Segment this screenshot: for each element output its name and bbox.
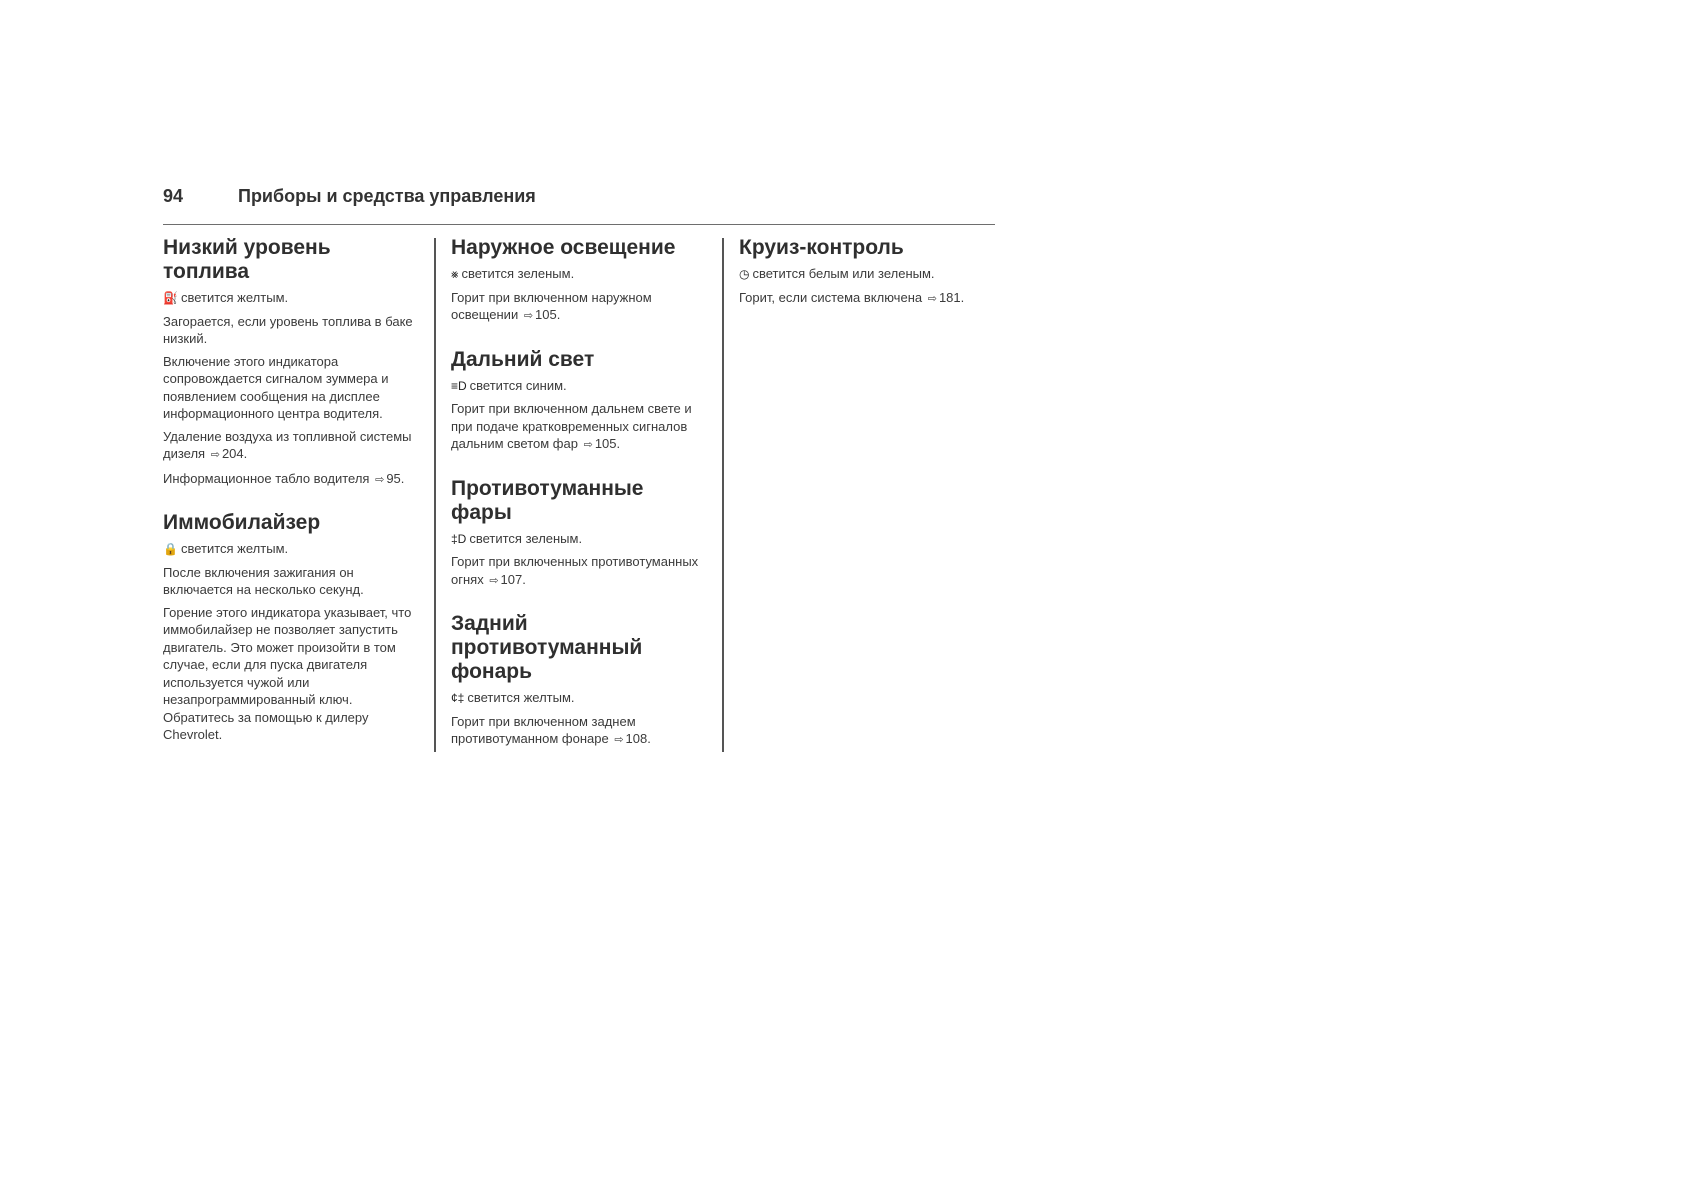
body-paragraph — [163, 604, 421, 744]
indicator-text: светится желтым. — [467, 690, 575, 705]
body-paragraph — [163, 564, 421, 599]
indicator-text: светится белым или зеленым. — [752, 266, 935, 281]
page-reference-link[interactable]: 181. — [938, 289, 965, 305]
paragraph-text: Информационное табло водителя — [163, 470, 370, 486]
indicator-line — [451, 530, 709, 549]
indicator-text: светится желтым. — [180, 290, 289, 305]
high-beam-icon: ≡D — [451, 378, 467, 393]
rear-fog-icon: ¢‡ — [451, 691, 465, 705]
section-fuel-pump — [163, 236, 421, 489]
body-paragraph — [163, 313, 421, 348]
section-heading: Противотуманные фары — [451, 476, 644, 524]
indicator-line — [739, 265, 997, 284]
paragraph-text: Горит при включенных противотуманных огнях — [451, 554, 699, 587]
indicator-text: светится зеленым. — [461, 266, 575, 281]
section-high-beam — [451, 348, 709, 455]
section-heading: Задний противотуманный фонарь — [451, 612, 643, 683]
section-heading: Круиз-контроль — [739, 236, 904, 259]
body-paragraph — [163, 470, 421, 490]
page-reference-link[interactable]: 105. — [594, 436, 621, 451]
paragraph-text: Включение этого индикатора сопровождается сигналом зуммера и появлением сообщения на дисплее информационного центра водителя. — [163, 353, 389, 421]
paragraph-text: Горение этого индикатора указывает, что иммобилайзер не позволяет запустить двигатель. Это может произойти в том случае, если для пуска двигателя используется чужой или незапрограммированный ключ. Обратитесь за помощью к дилеру Chevrolet. — [163, 604, 412, 742]
paragraph-text: Горит при включенном наружном освещении — [451, 289, 652, 322]
column-divider — [434, 238, 436, 752]
indicator-text: светится желтым. — [180, 541, 289, 556]
body-paragraph — [451, 400, 709, 455]
page-reference-link[interactable]: 108. — [625, 731, 651, 746]
section-rear-fog — [451, 612, 709, 750]
paragraph-text: Горит при включенном заднем противотуманном фонаре — [451, 713, 636, 746]
page-reference-arrow-icon: ⇨ — [523, 310, 534, 322]
section-heading: Низкий уровень топлива — [163, 236, 331, 283]
body-paragraph — [163, 353, 421, 423]
indicator-text: светится зеленым. — [469, 530, 583, 546]
column-3 — [739, 236, 997, 330]
front-fog-icon: ‡D — [451, 531, 467, 546]
page-reference-arrow-icon: ⇨ — [927, 292, 937, 305]
fuel-pump-icon: ⛽ — [163, 291, 178, 305]
page-header — [163, 182, 995, 225]
section-heading: Иммобилайзер — [163, 511, 321, 534]
column-divider — [722, 238, 724, 752]
indicator-line — [451, 689, 709, 708]
page-reference-link[interactable]: 105. — [535, 307, 561, 322]
indicator-line — [451, 265, 709, 284]
page-reference-arrow-icon: ⇨ — [614, 734, 624, 746]
paragraph-text: Горит при включенном дальнем свете и при подаче кратковременных сигналов дальним светом фар — [451, 401, 692, 451]
section-heading: Наружное освещение — [451, 236, 676, 259]
car-lock-icon: 🔒 — [163, 542, 178, 556]
indicator-line — [451, 377, 709, 396]
paragraph-text: Загорается, если уровень топлива в баке низкий. — [163, 313, 413, 346]
page-reference-link[interactable]: 107. — [500, 571, 526, 587]
section-heading: Дальний свет — [451, 347, 595, 371]
page-reference-link[interactable]: 204. — [221, 446, 248, 461]
indicator-line — [163, 289, 421, 308]
body-paragraph — [451, 289, 709, 326]
section-cruise-control — [739, 236, 997, 308]
body-paragraph — [739, 289, 997, 309]
section-car-lock — [163, 511, 421, 744]
paragraph-text: Горит, если система включена — [739, 289, 923, 305]
paragraph-text: Удаление воздуха из топливной системы дизеля — [163, 428, 412, 461]
column-1 — [163, 236, 421, 766]
body-paragraph — [451, 713, 709, 750]
section-front-fog — [451, 477, 709, 591]
page-reference-link[interactable]: 95. — [386, 470, 405, 486]
page-reference-arrow-icon: ⇨ — [210, 449, 220, 461]
page-reference-arrow-icon: ⇨ — [583, 439, 593, 451]
body-paragraph — [163, 428, 421, 465]
section-parking-lights — [451, 236, 709, 326]
page-number: 94 — [163, 186, 184, 206]
body-paragraph — [451, 553, 709, 590]
parking-lights-icon: ⨳ — [451, 267, 459, 281]
paragraph-text: После включения зажигания он включается на несколько секунд. — [163, 564, 364, 597]
page-title: Приборы и средства управления — [238, 186, 536, 206]
cruise-control-icon: ◷ — [739, 267, 750, 281]
indicator-line — [163, 540, 421, 559]
page-reference-arrow-icon: ⇨ — [375, 473, 385, 486]
indicator-text: светится синим. — [469, 377, 567, 393]
page-reference-arrow-icon: ⇨ — [489, 574, 499, 587]
column-2 — [451, 236, 709, 772]
